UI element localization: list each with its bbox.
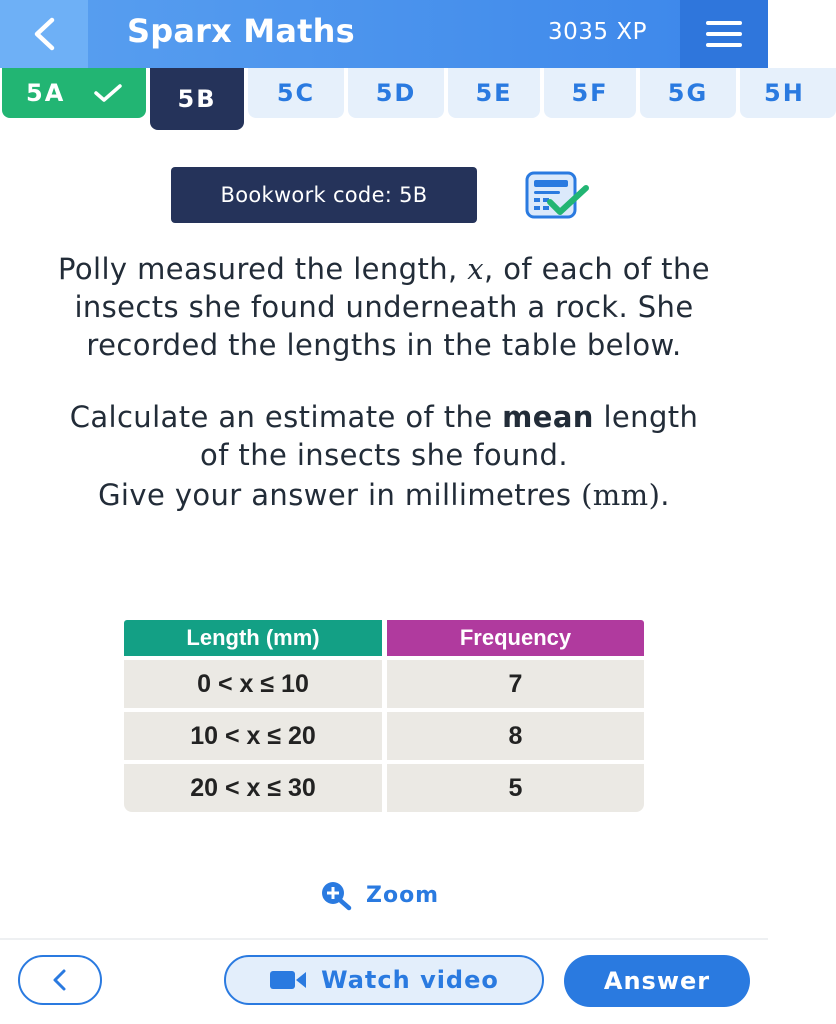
bookwork-code: Bookwork code: 5B [171,167,477,223]
frequency-cell: 7 [387,660,644,708]
zoom-in-icon [320,880,352,910]
header-frequency: Frequency [387,620,644,656]
zoom-label: Zoom [366,882,440,908]
unit-mm: (mm) [581,478,661,512]
tab-5d[interactable] [348,68,444,118]
zoom-button[interactable] [320,880,439,910]
table-row [124,712,644,760]
footer-divider [0,938,768,940]
tab-label: 5F [571,79,609,107]
tab-label: 5G [667,79,709,107]
app-title: Sparx Maths [127,12,355,50]
table-row [124,764,644,812]
tab-label: 5E [475,79,513,107]
length-cell: 20 < x ≤ 30 [124,764,382,812]
checkmark-icon [93,83,123,103]
tab-label: 5C [276,79,316,107]
tab-5b[interactable] [150,68,244,130]
variable-x: x [467,252,485,286]
back-button[interactable] [0,0,88,68]
length-cell: 10 < x ≤ 20 [124,712,382,760]
hamburger-menu-icon [704,19,744,49]
watch-video-button[interactable] [224,955,544,1005]
question-text [0,250,768,548]
chevron-left-icon [30,17,58,51]
emphasis-mean: mean [502,400,594,434]
tab-5a[interactable] [2,68,146,118]
xp-counter: 3035 XP [548,19,647,45]
tab-label: 5D [375,79,417,107]
video-camera-icon [269,969,307,991]
tab-5h[interactable] [740,68,836,118]
tab-5g[interactable] [640,68,736,118]
tab-5c[interactable] [248,68,344,118]
answer-label: Answer [603,967,711,995]
watch-video-label: Watch video [321,966,499,994]
tab-label: 5H [764,79,805,107]
tab-label: 5B [177,85,217,113]
bookwork-check-icon[interactable] [522,170,592,222]
question-paragraph-3: Give your answer in millimetres (mm). [98,478,670,512]
chevron-left-icon [51,968,69,992]
table-header-row [124,620,644,656]
top-bar [0,0,768,68]
frequency-cell: 8 [387,712,644,760]
frequency-table [124,620,644,816]
tab-5f[interactable] [544,68,636,118]
tab-label: 5A [26,79,66,107]
tab-5e[interactable] [448,68,540,118]
menu-button[interactable] [680,0,768,68]
previous-button[interactable] [18,955,102,1005]
frequency-cell: 5 [387,764,644,812]
table-row [124,660,644,708]
question-paragraph-2: Calculate an estimate of the mean length of the insects she found. [69,400,699,472]
answer-button[interactable] [564,955,750,1007]
question-paragraph-1: Polly measured the length, x, of each of the insects she found underneath a rock. She recorded the lengths in the table below. [58,252,710,362]
task-tabs [0,68,805,132]
header-length: Length (mm) [124,620,382,656]
length-cell: 0 < x ≤ 10 [124,660,382,708]
